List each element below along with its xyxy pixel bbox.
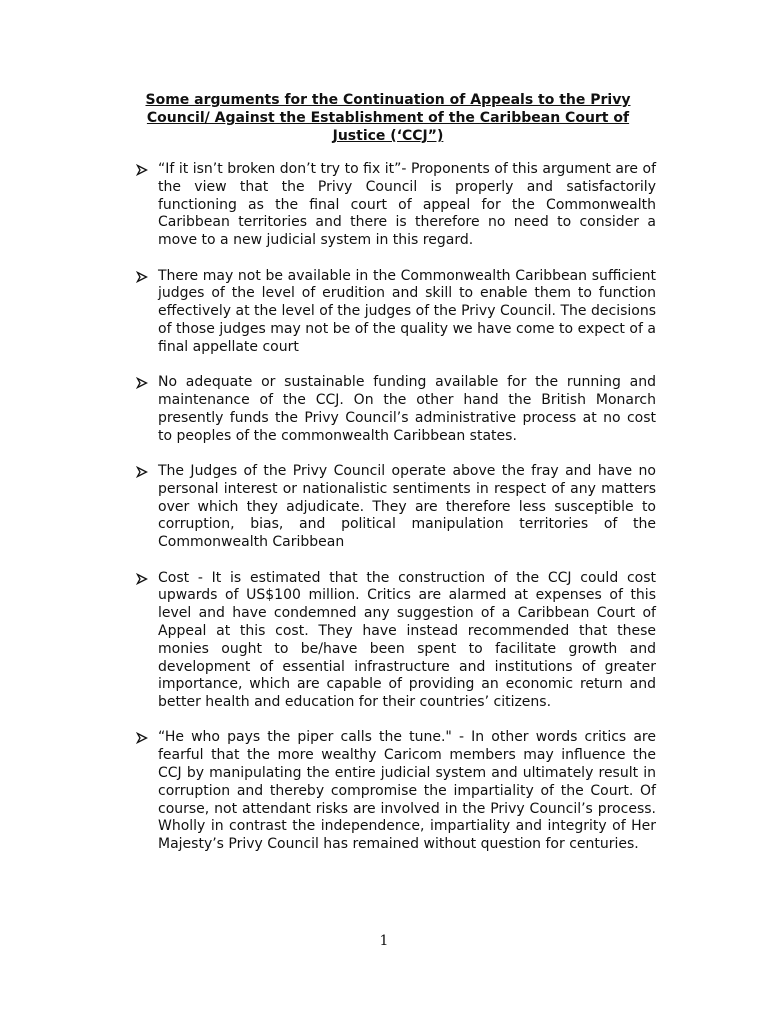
arrowhead-bullet-icon bbox=[136, 732, 148, 744]
document-title bbox=[112, 91, 664, 145]
title-line-1: Some arguments for the Continuation of Appeals to the Privy bbox=[145, 92, 631, 108]
argument-item bbox=[136, 463, 656, 552]
argument-item bbox=[136, 570, 656, 712]
argument-text: No adequate or sustainable funding available for the running and maintenance of the CCJ. On the other hand the British Monarch presently funds the Privy Council’s administrative process at no cost to peoples of the commonwealth Caribbean states. bbox=[158, 374, 656, 444]
arrowhead-bullet-icon bbox=[136, 377, 148, 389]
arrowhead-bullet-icon bbox=[136, 164, 148, 176]
arguments-list bbox=[136, 161, 656, 872]
argument-text: Cost - It is estimated that the construction of the CCJ could cost upwards of US$100 million. Critics are alarmed at expenses of this level and have condemned any suggestion of a Caribbean Court of Appeal at this cost. They have instead recommended that these monies ought to be/have been spent to facilitate growth and development of essential infrastructure and institutions of greater importance, which are capable of providing an economic return and better health and education for their countries’ citizens. bbox=[158, 569, 656, 711]
page-number: 1 bbox=[379, 933, 389, 949]
arrowhead-bullet-icon bbox=[136, 271, 148, 283]
argument-text: “He who pays the piper calls the tune." - In other words critics are fearful that the more wealthy Caricom members may influence the CCJ by manipulating the entire judicial system and ultimately result in corruption and thereby compromise the impartiality of the Court. Of course, not attendant risks are involved in the Privy Council’s process. Wholly in contrast the independence, impartiality and integrity of Her Majesty’s Privy Council has remained without question for centuries. bbox=[158, 729, 656, 853]
title-line-2: Council/ Against the Establishment of the Caribbean Court of bbox=[146, 110, 630, 126]
title-line-3: Justice (‘CCJ”) bbox=[332, 128, 444, 144]
arrowhead-bullet-icon bbox=[136, 466, 148, 478]
argument-item bbox=[136, 729, 656, 854]
argument-item bbox=[136, 161, 656, 250]
argument-item bbox=[136, 374, 656, 445]
argument-text: The Judges of the Privy Council operate above the fray and have no personal interest or nationalistic sentiments in respect of any matters over which they adjudicate. They are therefore less susceptible to corruption, bias, and political manipulation territories of the Commonwealth Caribbean bbox=[158, 462, 656, 551]
argument-text: “If it isn’t broken don’t try to fix it”- Proponents of this argument are of the view that the Privy Council is properly and satisfactorily functioning as the final court of appeal for the Commonwealth Caribbean territories and there is therefore no need to consider a move to a new judicial system in this regard. bbox=[158, 161, 656, 249]
argument-item bbox=[136, 268, 656, 357]
argument-text: There may not be available in the Commonwealth Caribbean sufficient judges of the level of erudition and skill to enable them to function effectively at the level of the judges of the Privy Council. The decisions of those judges may not be of the quality we have come to expect of a final appellate court bbox=[158, 267, 656, 355]
arrowhead-bullet-icon bbox=[136, 573, 148, 585]
